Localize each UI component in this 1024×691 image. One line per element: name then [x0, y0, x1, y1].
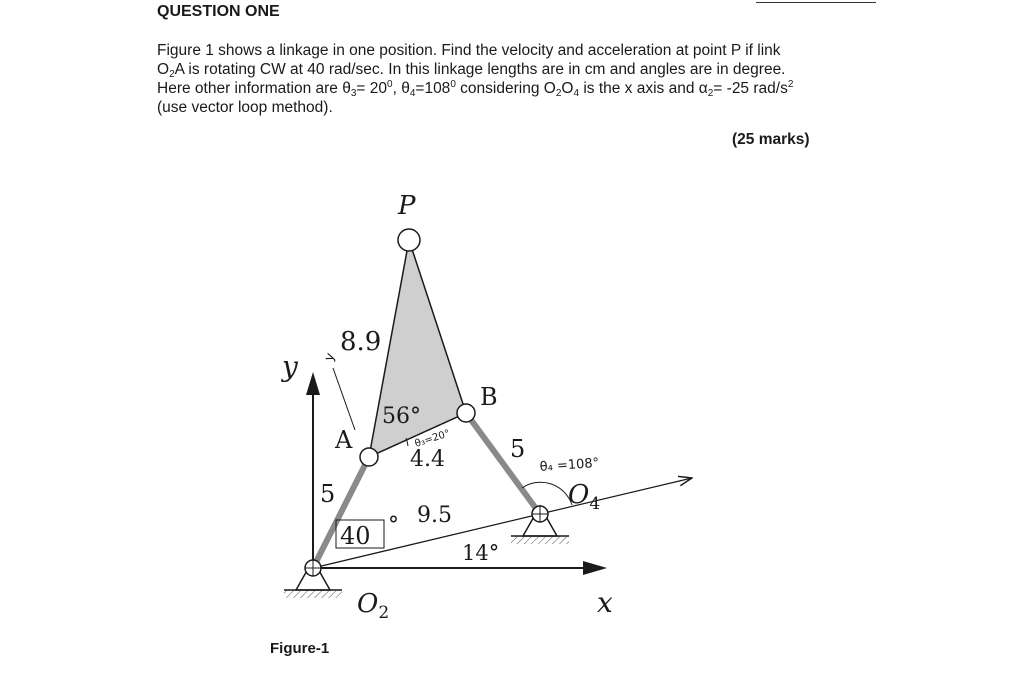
angle-theta2-degree: ° — [388, 513, 399, 538]
label-p: P — [398, 191, 416, 221]
ground-hatch-o4 — [511, 536, 569, 544]
pin-p — [398, 229, 420, 251]
length-ab: 4.4 — [410, 447, 445, 472]
label-a: A — [335, 426, 353, 454]
y-axis-arrowhead — [306, 372, 320, 395]
note-theta4: θ₄ =108° — [539, 455, 600, 475]
label-b: B — [480, 383, 498, 411]
o4-axis-arrow — [540, 478, 692, 514]
note-theta3: θ₃=20° — [413, 428, 452, 450]
length-o4b: 5 — [510, 435, 526, 463]
figure-caption: Figure-1 — [270, 640, 330, 657]
angle-ground: 14° — [462, 541, 500, 565]
question-line-3: Here other information are $\theta_3= 20^0$, $\theta_4=108^0$ considering $O_2O_4$ is the x axis and $\alpha_2= -25$ rad/$s^2$ — [157, 79, 794, 99]
angle-theta2: 40 — [340, 522, 371, 550]
label-o2: $O_2$ — [357, 589, 390, 623]
label-x: x — [597, 586, 613, 619]
question-heading: QUESTION ONE — [157, 3, 280, 20]
label-o4: $O_4$ — [568, 480, 601, 514]
length-o2a: 5 — [320, 480, 336, 508]
rocker-link — [466, 413, 540, 514]
ap-dimension-line — [333, 368, 355, 430]
ground-hatch-o2 — [284, 590, 342, 598]
length-ap: 8.9 — [340, 327, 382, 357]
crank-link — [313, 457, 369, 568]
question-line-2: $O_2A$ is rotating CW at 40 rad/sec. In this linkage lengths are in cm and angles are in degree. — [157, 61, 786, 80]
label-y: y — [282, 350, 298, 383]
x-axis-arrowhead — [583, 561, 607, 575]
label-y-small: y — [321, 350, 339, 364]
angle-pab: 56° — [382, 404, 421, 429]
question-line-1: Figure 1 shows a linkage in one position. Find the velocity and acceleration at point P if link — [157, 42, 781, 59]
pin-b — [457, 404, 475, 422]
length-o2o4: 9.5 — [417, 503, 452, 528]
pin-a — [360, 448, 378, 466]
question-line-4: (use vector loop method). — [157, 99, 333, 116]
marks-label: (25 marks) — [732, 131, 810, 148]
